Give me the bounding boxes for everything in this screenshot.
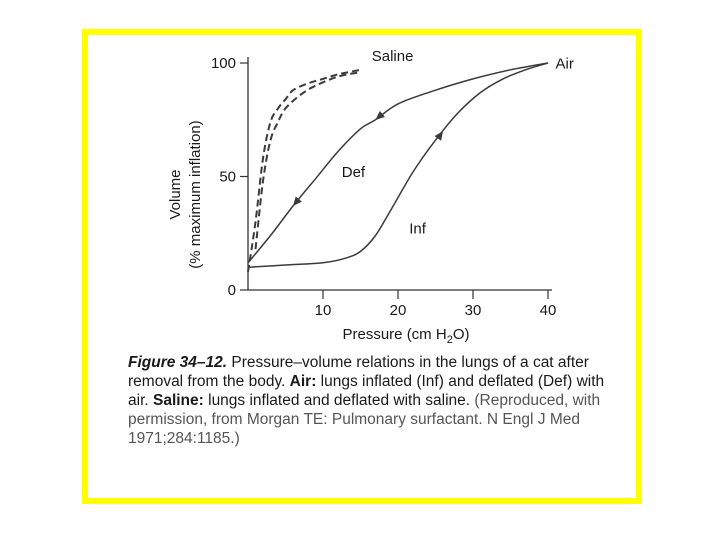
caption-air-label: Air: bbox=[289, 373, 317, 390]
label-air: Air bbox=[555, 55, 574, 73]
x-axis-label: Pressure (cm $H_2O$) bbox=[342, 326, 470, 346]
caption-text-1: Pressure–volume relations in the lungs of a cat after removal from the body. bbox=[128, 354, 589, 390]
y-tick-label-0: 0 bbox=[227, 282, 236, 299]
label-def: Def bbox=[341, 164, 366, 182]
pressure-volume-chart bbox=[88, 35, 636, 353]
y-axis-label-line2: (% maximum inflation) bbox=[187, 120, 204, 269]
caption-text-2: lungs inflated (Inf) and deflated (Def) with air. bbox=[128, 373, 605, 409]
y-tick-label-50: 50 bbox=[219, 168, 236, 186]
figure-caption bbox=[128, 353, 628, 448]
series-saline-line-1 bbox=[256, 72, 361, 249]
caption-saline-label: Saline: bbox=[152, 392, 204, 409]
series-def-line-3 bbox=[248, 63, 548, 263]
label-saline: Saline bbox=[371, 48, 414, 65]
figure-frame bbox=[82, 29, 642, 504]
caption-text-3: lungs inflated and deflated with saline. bbox=[203, 392, 471, 409]
x-tick-label-40: 40 bbox=[539, 302, 557, 319]
x-tick-label-30: 30 bbox=[464, 302, 482, 319]
label-inf: Inf bbox=[409, 220, 426, 238]
caption-citation: (Reproduced, with permission, from Morgan TE: Pulmonary surfactant. N Engl J Med 1971;284:1185.) bbox=[128, 392, 601, 447]
x-tick-label-20: 20 bbox=[389, 302, 407, 319]
y-tick-label-100: 100 bbox=[210, 55, 236, 72]
caption-figure-number: Figure 34–12. bbox=[128, 354, 228, 371]
series-inf-line-2 bbox=[248, 63, 548, 267]
y-axis-label-line1: Volume bbox=[167, 169, 184, 220]
x-tick-label-10: 10 bbox=[314, 302, 332, 319]
